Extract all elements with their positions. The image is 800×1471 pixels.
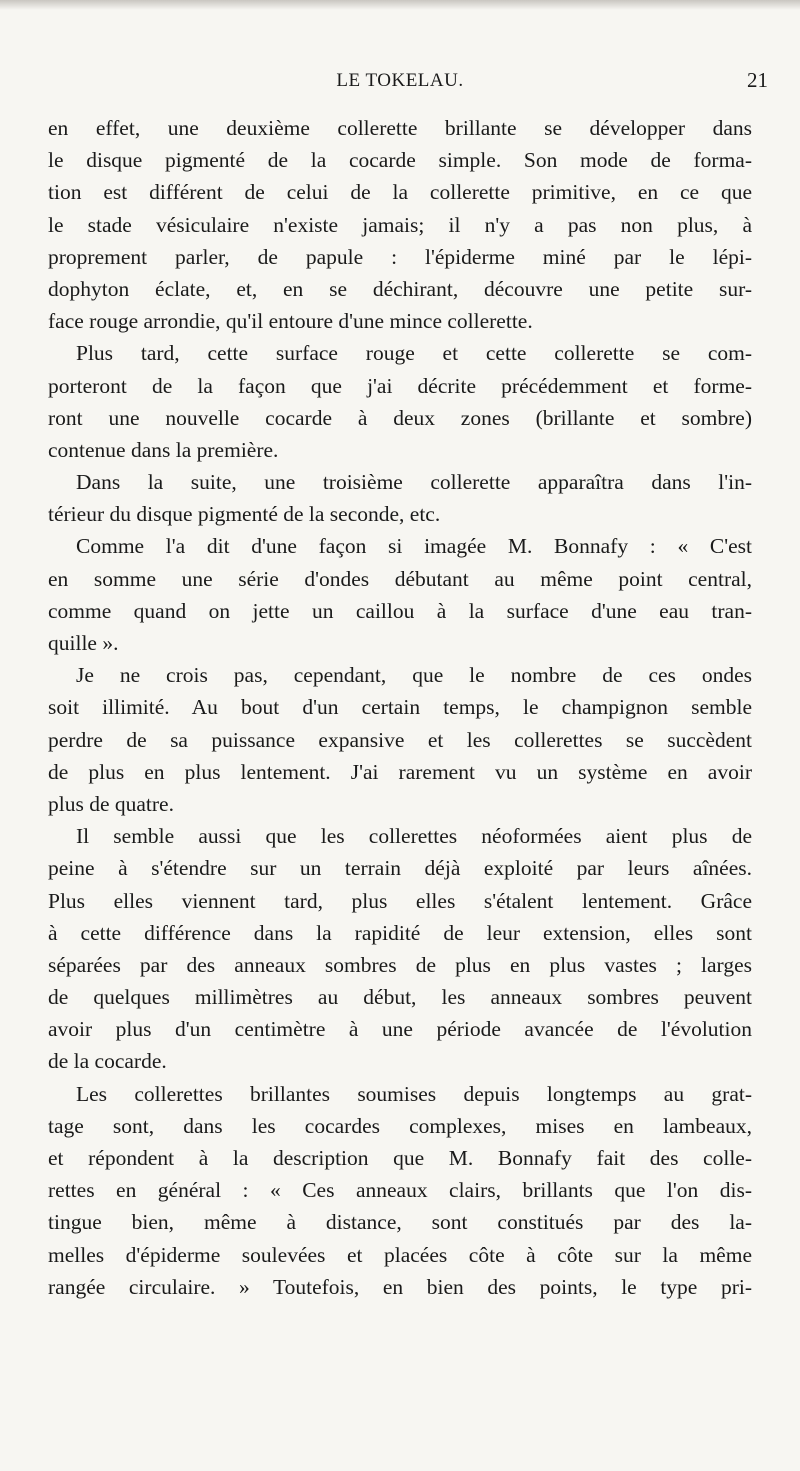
text-line: de plus en plus lentement. J'ai rarement vu un système en avoir	[48, 759, 752, 784]
text-line: térieur du disque pigmenté de la seconde, etc.	[48, 502, 441, 527]
text-line: quille ».	[48, 631, 119, 655]
text-line: melles d'épiderme soulevées et placées côte à côte sur la même	[48, 1242, 752, 1267]
running-head	[0, 68, 800, 100]
text-line: rettes en général : « Ces anneaux clairs, brillants que l'on dis-	[48, 1178, 752, 1203]
text-line: Plus tard, cette surface rouge et cette collerette se com-	[76, 341, 752, 366]
text-line: peine à s'étendre sur un terrain déjà exploité par leurs aînées.	[48, 856, 752, 881]
page-top-edge	[0, 0, 800, 10]
text-line: de la cocarde.	[48, 1049, 167, 1074]
text-line: Je ne crois pas, cependant, que le nombre de ces ondes	[76, 663, 752, 688]
text-line: Plus elles viennent tard, plus elles s'étalent lentement. Grâce	[48, 888, 752, 913]
text-line: dophyton éclate, et, en se déchirant, découvre une petite sur-	[48, 276, 752, 301]
text-line: soit illimité. Au bout d'un certain temps, le champignon semble	[48, 695, 752, 720]
text-line: à cette différence dans la rapidité de leur extension, elles sont	[48, 920, 752, 945]
text-line: et répondent à la description que M. Bonnafy fait des colle-	[48, 1146, 752, 1170]
text-line: de quelques millimètres au début, les anneaux sombres peuvent	[48, 985, 752, 1010]
text-line: tingue bien, même à distance, sont constitués par des la-	[48, 1210, 752, 1235]
running-title: LE TOKELAU.	[336, 70, 464, 91]
text-line: face rouge arrondie, qu'il entoure d'une mince collerette.	[48, 309, 533, 334]
page-number: 21	[747, 68, 768, 92]
text-line: en effet, une deuxième collerette brillante se développer dans	[48, 116, 752, 140]
text-line: comme quand on jette un caillou à la surface d'une eau tran-	[48, 598, 752, 623]
text-line: rangée circulaire. » Toutefois, en bien des points, le type pri-	[48, 1274, 752, 1299]
text-line: contenue dans la première.	[48, 437, 279, 462]
text-line: tage sont, dans les cocardes complexes, mises en lambeaux,	[48, 1113, 752, 1138]
text-line: en somme une série d'ondes débutant au même point central,	[48, 566, 752, 591]
text-line: le stade vésiculaire n'existe jamais; il n'y a pas non plus, à	[48, 212, 752, 237]
text-line: perdre de sa puissance expansive et les collerettes se succèdent	[48, 727, 752, 752]
text-line: Comme l'a dit d'une façon si imagée M. Bonnafy : « C'est	[76, 534, 752, 559]
text-line: ront une nouvelle cocarde à deux zones (brillante et sombre)	[48, 405, 752, 430]
text-line: Les collerettes brillantes soumises depuis longtemps au grat-	[76, 1081, 752, 1106]
text-line: le disque pigmenté de la cocarde simple. Son mode de forma-	[48, 148, 752, 173]
text-line: Dans la suite, une troisième collerette apparaîtra dans l'in-	[76, 470, 752, 495]
text-line: tion est différent de celui de la collerette primitive, en ce que	[48, 180, 752, 205]
text-line: porteront de la façon que j'ai décrite précédemment et forme-	[48, 373, 752, 398]
text-line: proprement parler, de papule : l'épiderme miné par le lépi-	[48, 244, 752, 269]
body-text	[48, 112, 752, 1303]
text-line: séparées par des anneaux sombres de plus en plus vastes ; larges	[48, 952, 752, 977]
text-line: avoir plus d'un centimètre à une période avancée de l'évolution	[48, 1017, 752, 1042]
text-line: Il semble aussi que les collerettes néoformées aient plus de	[76, 824, 752, 849]
text-line: plus de quatre.	[48, 791, 174, 816]
